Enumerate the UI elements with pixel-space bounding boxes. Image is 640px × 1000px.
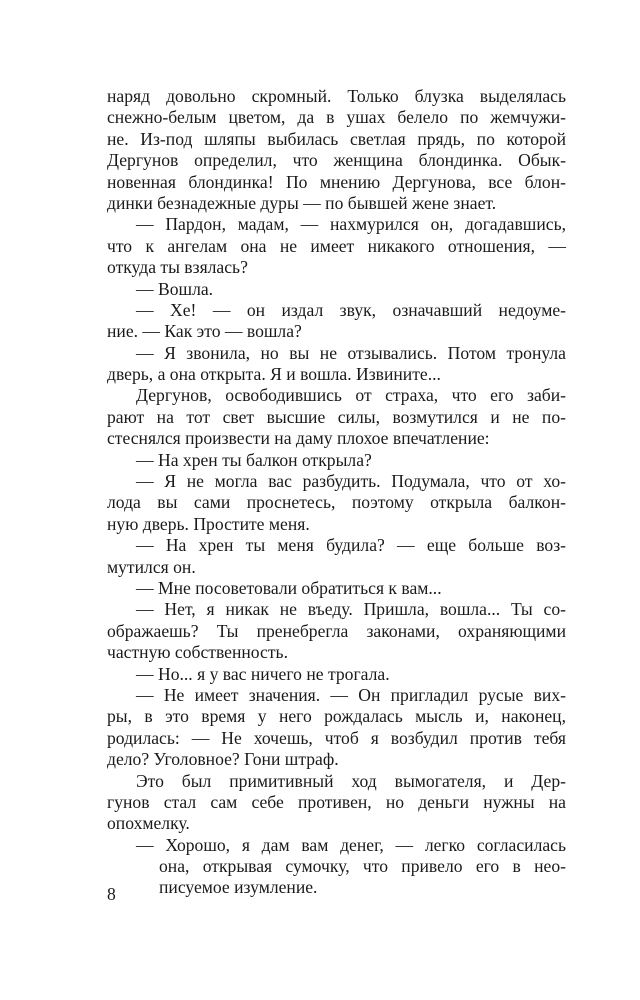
text-line: снежно-белым цветом, да в ушах белело по жемчужи- — [107, 107, 566, 128]
text-line: частную собственность. — [107, 642, 288, 663]
text-line: рают на тот свет высшие силы, возмутился и не по- — [107, 406, 566, 427]
text-line: — Вошла. — [136, 278, 214, 299]
text-line: родилась: — Не хочешь, чтоб я возбудил против тебя — [107, 727, 566, 748]
text-line: что к ангелам она не имеет никакого отношения, — — [107, 235, 566, 256]
text-line: она, открывая сумочку, что привело его в нео- — [159, 856, 566, 877]
text-line: — Пардон, мадам, — нахмурился он, догадавшись, — [136, 214, 566, 235]
text-line: гунов стал сам себе противен, но деньги нужны на — [107, 791, 566, 812]
text-line: Дергунов, освободившись от страха, что его заби- — [136, 385, 566, 406]
text-line: откуда ты взялась? — [107, 257, 248, 278]
text-line: дверь, а она открыта. Я и вошла. Извините... — [107, 364, 441, 385]
text-line: писуемое изумление. — [159, 877, 318, 898]
text-line: опохмелку. — [107, 813, 190, 834]
text-line: мутился он. — [107, 556, 196, 577]
text-line: наряд довольно скромный. Только блузка выделялась — [107, 86, 566, 106]
text-line: Это был примитивный ход вымогателя, и Дер- — [136, 770, 566, 791]
text-line: дело? Уголовное? Гони штраф. — [107, 749, 339, 770]
text-line: ную дверь. Простите меня. — [107, 513, 310, 534]
text-line: ображаешь? Ты пренебрегла законами, охраняющими — [107, 620, 566, 641]
text-line: — Хе! — он издал звук, означавший недоуме- — [136, 299, 566, 320]
text-line: — Но... я у вас ничего не трогала. — [136, 663, 390, 684]
text-line: новенная блондинка! По мнению Дергунова, все блон- — [107, 171, 566, 192]
text-line: не. Из-под шляпы выбилась светлая прядь, по которой — [107, 128, 566, 149]
text-line: Дергунов определил, что женщина блондинка. Обык- — [107, 150, 566, 171]
text-line: — Не имеет значения. — Он пригладил русые вих- — [136, 684, 566, 705]
text-line: ры, в это время у него рождалась мысль и, наконец, — [107, 706, 566, 727]
text-line: лода вы сами проснетесь, поэтому открыла балкон- — [107, 492, 566, 513]
text-line: — Я не могла вас разбудить. Подумала, что от хо- — [136, 471, 566, 492]
text-line: ние. — Как это — вошла? — [107, 321, 302, 342]
text-line: — Я звонила, но вы не отзывались. Потом тронула — [136, 342, 566, 363]
text-line: — Мне посоветовали обратиться к вам... — [136, 577, 442, 598]
text-line: — На хрен ты меня будила? — еще больше воз- — [136, 535, 566, 556]
text-line: — Хорошо, я дам вам денег, — легко согласилась — [136, 834, 566, 855]
text-line: — Нет, я никак не въеду. Пришла, вошла... Ты со- — [136, 599, 566, 620]
text-line: динки безнадежные дуры — по бывшей жене знает. — [107, 192, 497, 213]
text-line: стеснялся произвести на даму плохое впечатление: — [107, 428, 490, 449]
text-line: — На хрен ты балкон открыла? — [136, 449, 372, 470]
page-text-block — [107, 86, 566, 899]
page-number: 8 — [107, 884, 116, 904]
